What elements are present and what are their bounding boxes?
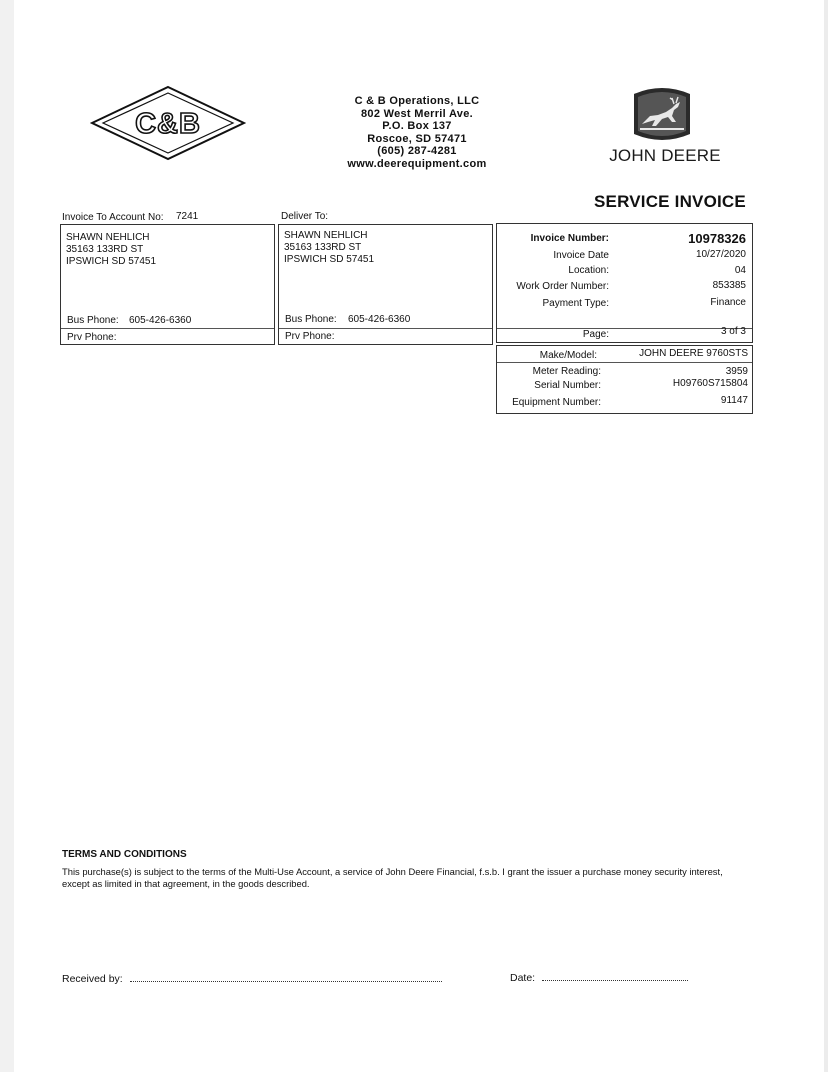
company-street: 802 West Merril Ave. (361, 107, 473, 120)
invoice-details-box (496, 223, 753, 343)
make-model: JOHN DEERE 9760STS (639, 348, 748, 359)
received-by-dotted-line (130, 973, 442, 982)
deliver-to-box (278, 224, 493, 345)
date-line (510, 972, 688, 984)
terms-text: This purchase(s) is subject to the terms of the Multi-Use Account, a service of John Deere Financial, f.s.b. I grant the issuer a purchase money security interest, except as limited in that agreement, in the goods described. (62, 866, 723, 889)
invoice-number-label: Invoice Number: (530, 233, 609, 244)
equipment-box (496, 345, 753, 414)
deliver-to-bus-phone-label: Bus Phone: (285, 314, 337, 325)
deliver-to-address (284, 230, 374, 266)
date-label: Date: (510, 972, 536, 984)
equipment-number-label: Equipment Number: (512, 397, 601, 408)
bill-to-box (60, 224, 275, 345)
equipment-number: 91147 (720, 395, 748, 406)
received-by-line (62, 973, 442, 985)
invoice-number: 10978326 (688, 231, 746, 246)
work-order-number: 853385 (712, 280, 746, 291)
company-city: Roscoe, SD 57471 (367, 132, 467, 145)
company-logo (90, 85, 246, 161)
deliver-to-city: IPSWICH SD 57451 (284, 254, 375, 265)
company-phone: (605) 287-4281 (377, 145, 457, 158)
bill-to-street: 35163 133RD ST (66, 244, 144, 255)
company-website: www.deerequipment.com (347, 157, 487, 170)
invoice-title: SERVICE INVOICE (594, 192, 746, 211)
bill-to-bus-phone-label: Bus Phone: (67, 315, 119, 326)
company-po-box: P.O. Box 137 (382, 120, 452, 133)
deliver-to-divider (279, 328, 492, 329)
bill-to-name: SHAWN NEHLICH (66, 232, 150, 243)
serial-number: H09760S715804 (672, 378, 748, 389)
make-model-label: Make/Model: (539, 350, 597, 361)
company-name: C & B Operations, LLC (354, 95, 480, 107)
deere-logo (628, 86, 696, 142)
payment-type-label: Payment Type: (542, 298, 609, 309)
serial-number-label: Serial Number: (534, 380, 601, 391)
diamond-logo-icon (90, 85, 246, 161)
company-address (334, 95, 500, 171)
payment-type: Finance (710, 297, 746, 308)
location-value: 04 (734, 265, 746, 276)
details-divider (497, 328, 752, 329)
terms-heading: TERMS AND CONDITIONS (62, 849, 187, 860)
meter-reading: 3959 (725, 366, 748, 377)
equipment-divider (497, 362, 752, 363)
svg-text:C&B: C&B (135, 108, 201, 140)
deliver-to-prv-phone-label: Prv Phone: (285, 331, 335, 342)
scan-margin-right (824, 0, 828, 1072)
page-label: Page: (582, 329, 609, 340)
deliver-to-bus-phone: 605-426-6360 (348, 314, 411, 325)
page-number: 3 of 3 (720, 326, 746, 337)
bill-to-address (66, 232, 156, 268)
meter-reading-label: Meter Reading: (532, 366, 601, 377)
location-label: Location: (568, 265, 609, 276)
bill-to-bus-phone: 605-426-6360 (129, 315, 192, 326)
deliver-to-street: 35163 133RD ST (284, 242, 362, 253)
account-number: 7241 (176, 211, 199, 222)
leaping-deer-icon (628, 86, 696, 142)
deliver-to-label: Deliver To: (281, 211, 329, 222)
brand-wordmark: JOHN DEERE (609, 146, 721, 165)
work-order-label: Work Order Number: (516, 281, 609, 292)
account-label: Invoice To Account No: (62, 212, 164, 223)
scan-margin (0, 0, 14, 1072)
deliver-to-name: SHAWN NEHLICH (284, 230, 368, 241)
bill-to-divider (61, 328, 274, 329)
invoice-date: 10/27/2020 (695, 249, 746, 260)
bill-to-city: IPSWICH SD 57451 (66, 256, 157, 267)
bill-to-prv-phone-label: Prv Phone: (67, 332, 117, 343)
date-dotted-line (542, 972, 688, 981)
received-by-label: Received by: (62, 973, 123, 985)
invoice-date-label: Invoice Date (553, 250, 609, 261)
